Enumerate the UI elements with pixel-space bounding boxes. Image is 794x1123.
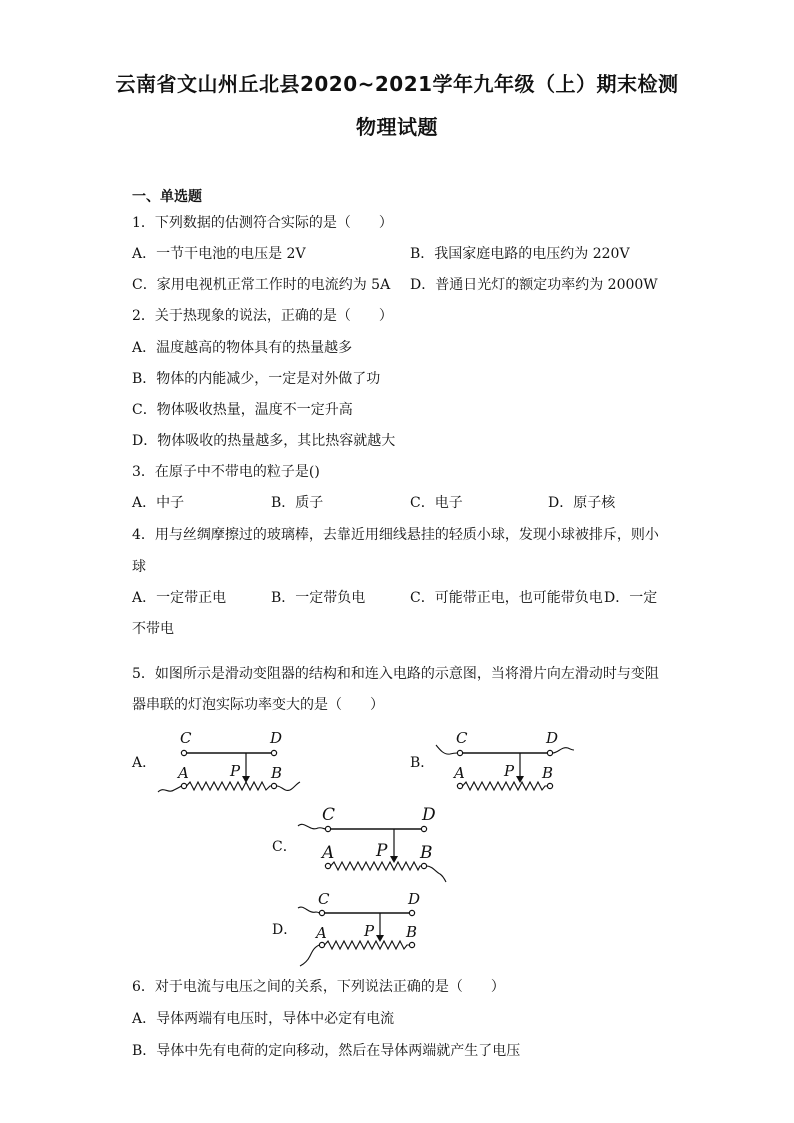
question-5-stem-line2: 器串联的灯泡实际功率变大的是（ ） [132, 697, 384, 713]
question-3-stem: 3．在原子中不带电的粒子是() [132, 464, 320, 480]
q2-option-c: C．物体吸收热量，温度不一定升高 [132, 402, 353, 418]
rheostat-diagram-d [298, 890, 438, 972]
question-1-stem: 1．下列数据的估测符合实际的是（ ） [132, 215, 393, 231]
q5-option-c-label: C． [272, 839, 297, 855]
terminal-b-label: B [420, 843, 433, 863]
terminal-c-label: C [456, 729, 468, 747]
q5-option-a-label: A． [132, 755, 157, 771]
q2-option-b: B．物体的内能减少，一定是对外做了功 [132, 371, 381, 387]
q4-option-a: A．一定带正电 [132, 590, 227, 606]
q2-option-d: D．物体吸收的热量越多，其比热容就越大 [132, 433, 396, 449]
terminal-d-label: D [422, 805, 436, 825]
terminal-b-label: B [542, 764, 554, 782]
q1-option-c: C．家用电视机正常工作时的电流约为 5A [132, 277, 391, 293]
terminal-a-label: A [322, 843, 335, 863]
rheostat-diagram-a [158, 730, 303, 804]
rheostat-diagram-c [298, 804, 450, 888]
q5-option-b-label: B． [410, 755, 435, 771]
terminal-d-label: D [546, 729, 559, 747]
slider-p-label: P [364, 922, 375, 940]
terminal-c-label: C [318, 890, 330, 908]
slider-p-label: P [376, 841, 388, 861]
terminal-d-label: D [270, 729, 283, 747]
q3-option-a: A．中子 [132, 495, 185, 511]
q4-option-d: D．一定 [604, 590, 658, 606]
terminal-a-label: A [178, 764, 189, 782]
section-heading: 一、单选题 [132, 189, 202, 205]
terminal-a-label: A [454, 764, 465, 782]
q1-option-d: D．普通日光灯的额定功率约为 2000W [410, 277, 658, 293]
q3-option-c: C．电子 [410, 495, 463, 511]
rheostat-diagram-b [436, 730, 576, 804]
q2-option-a: A．温度越高的物体具有的热量越多 [132, 340, 353, 356]
terminal-b-label: B [271, 764, 283, 782]
terminal-a-label: A [316, 924, 327, 942]
q3-option-d: D．原子核 [548, 495, 616, 511]
q1-option-a: A．一节干电池的电压是 2V [132, 246, 306, 262]
q4-option-d-continued: 不带电 [132, 621, 174, 637]
q6-option-a: A．导体两端有电压时，导体中必定有电流 [132, 1011, 395, 1027]
q6-option-b: B．导体中先有电荷的定向移动，然后在导体两端就产生了电压 [132, 1043, 521, 1059]
exam-subtitle: 物理试题 [356, 115, 438, 139]
question-6-stem: 6．对于电流与电压之间的关系，下列说法正确的是（ ） [132, 979, 505, 995]
terminal-c-label: C [322, 805, 336, 825]
question-2-stem: 2．关于热现象的说法，正确的是（ ） [132, 308, 393, 324]
terminal-d-label: D [408, 890, 421, 908]
question-5-stem-line1: 5．如图所示是滑动变阻器的结构和和连入电路的示意图，当将滑片向左滑动时与变阻 [132, 666, 659, 682]
slider-p-label: P [504, 762, 515, 780]
terminal-b-label: B [406, 923, 418, 941]
q3-option-b: B．质子 [271, 495, 324, 511]
question-4-stem-line1: 4．用与丝绸摩擦过的玻璃棒，去靠近用细线悬挂的轻质小球，发现小球被排斥，则小 [132, 527, 659, 543]
q4-option-c: C．可能带正电，也可能带负电 [410, 590, 603, 606]
exam-title: 云南省文山州丘北县2020~2021学年九年级（上）期末检测 [115, 72, 679, 96]
slider-p-label: P [230, 762, 241, 780]
q5-option-d-label: D． [272, 922, 298, 938]
q1-option-b: B．我国家庭电路的电压约为 220V [410, 246, 630, 262]
terminal-c-label: C [180, 729, 192, 747]
question-4-stem-line2: 球 [132, 559, 146, 575]
q4-option-b: B．一定带负电 [271, 590, 366, 606]
